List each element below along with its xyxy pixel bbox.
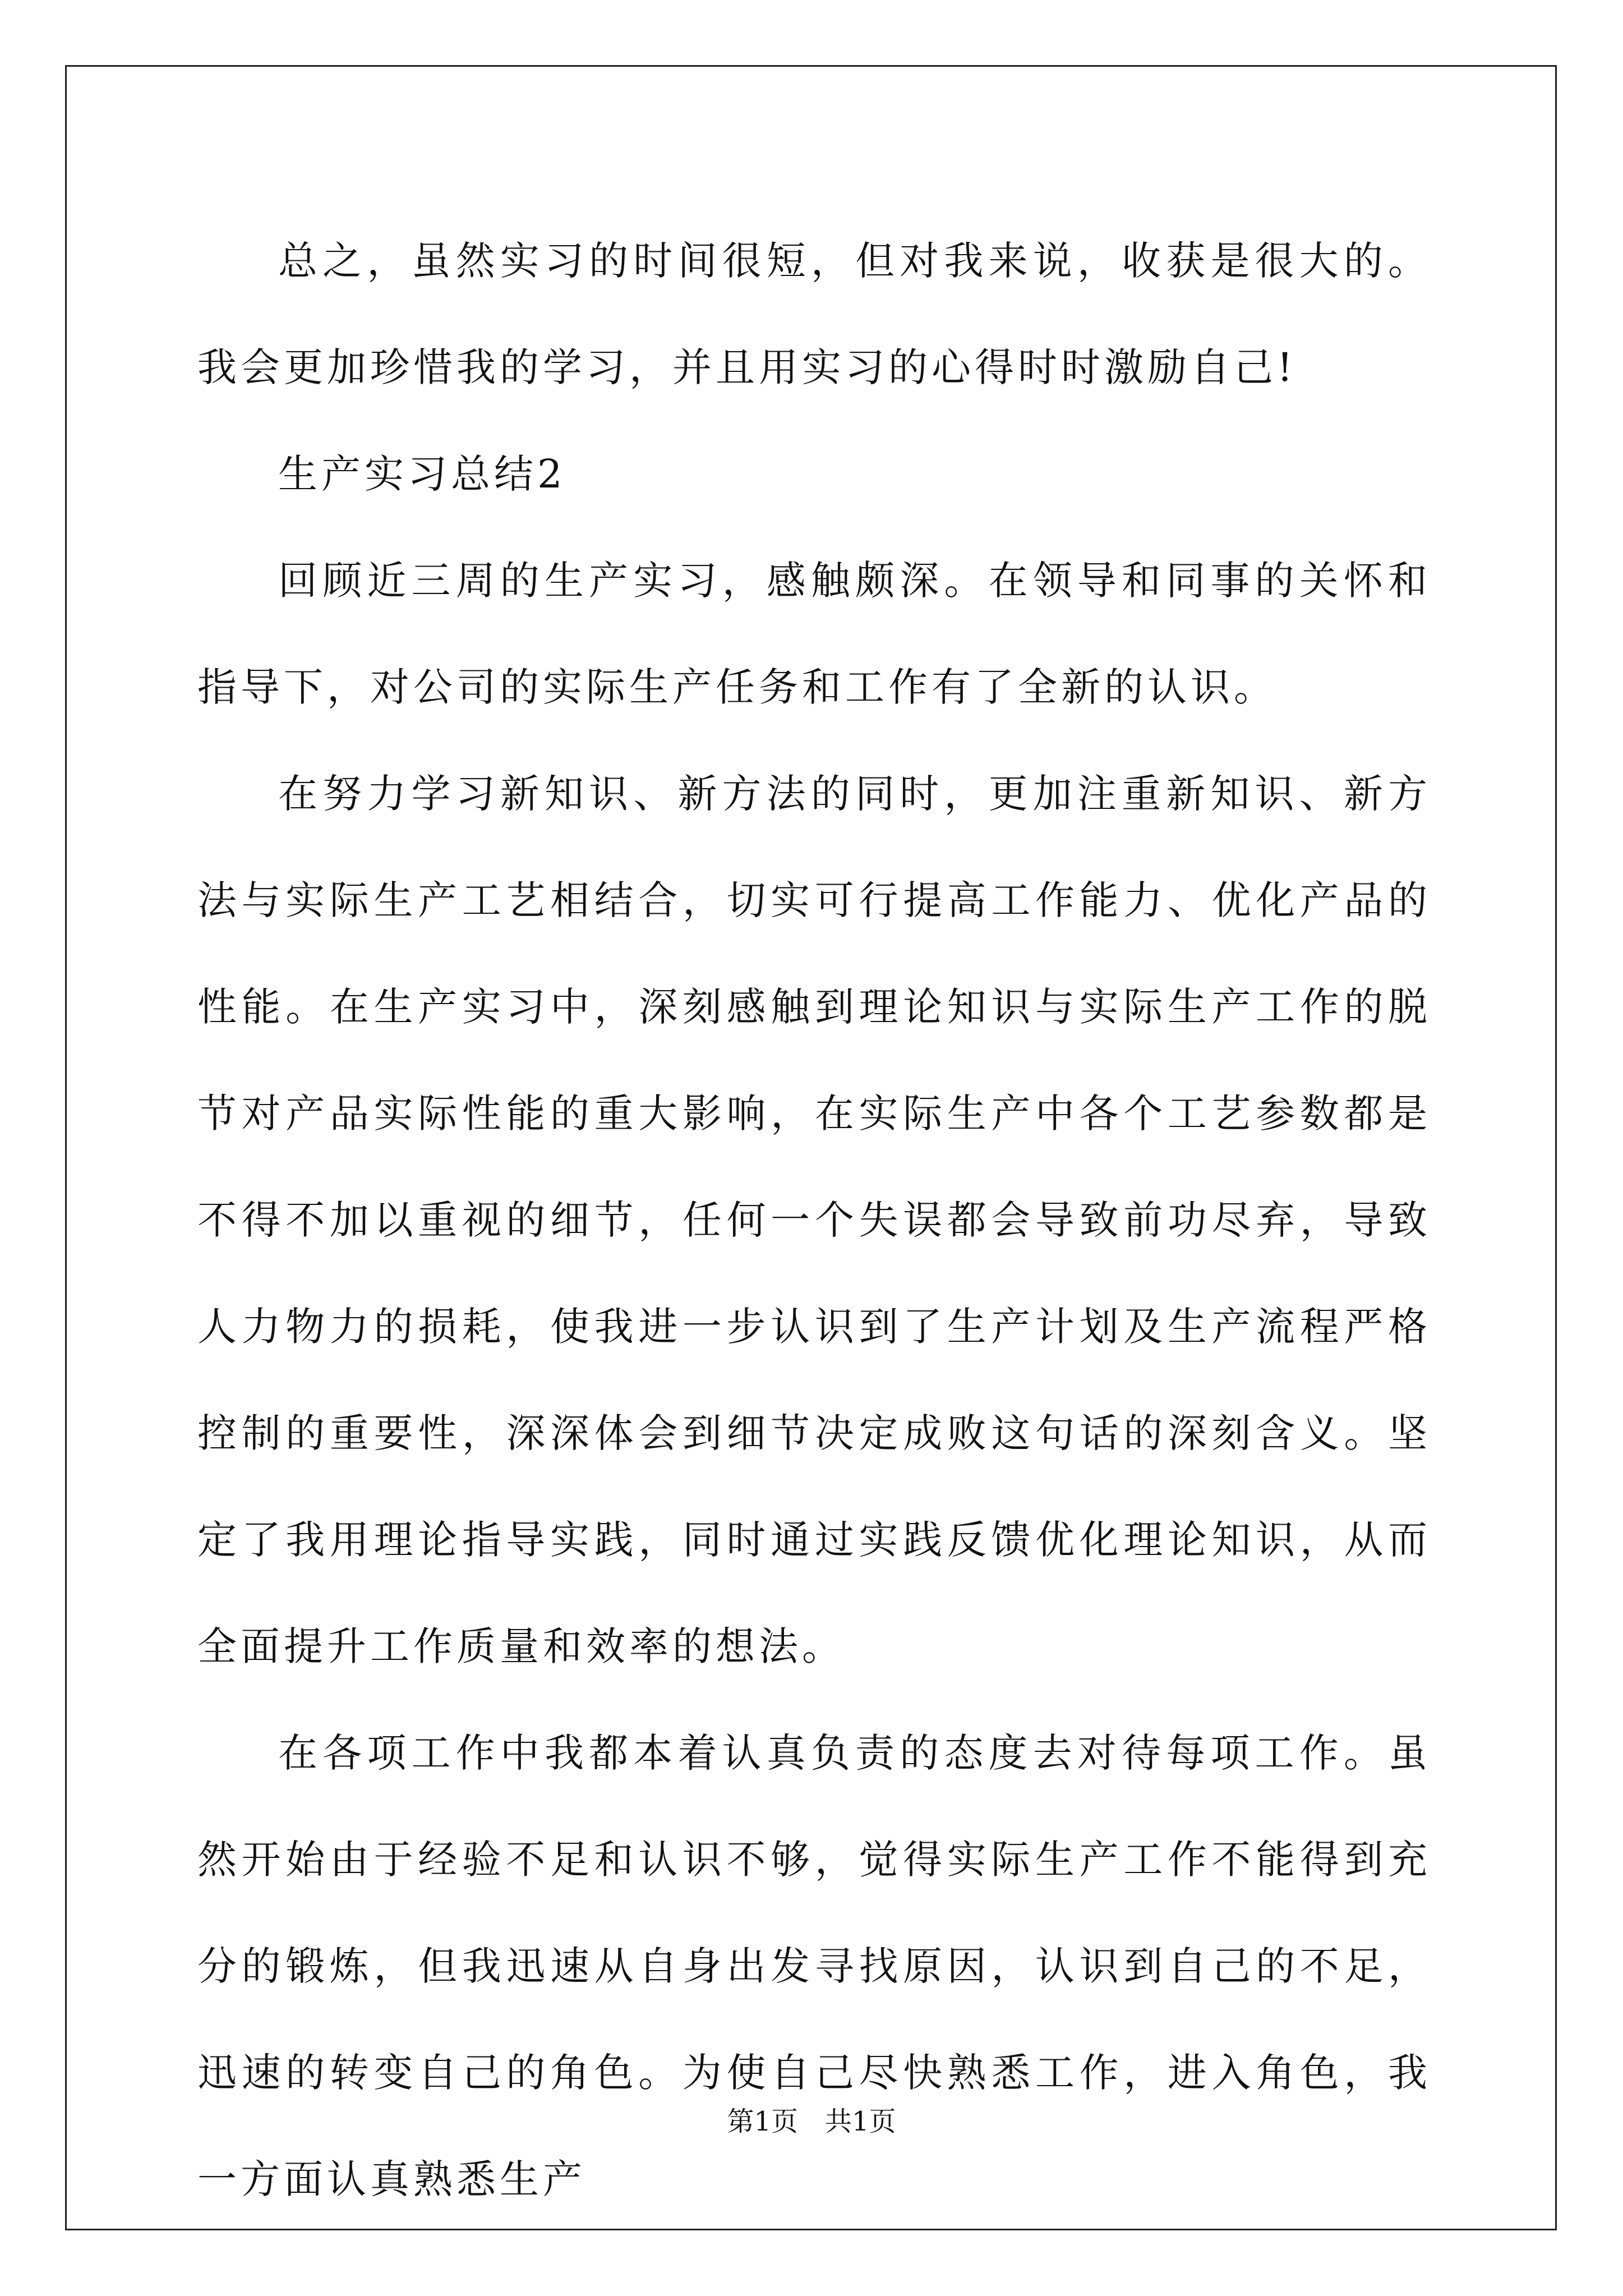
page-number: 第1页 bbox=[727, 2106, 798, 2137]
paragraph-work-attitude: 在各项工作中我都本着认真负责的态度去对待每项工作。虽然开始由于经验不足和认识不够，觉得实际生产工作不能得到充分的锻炼，但我迅速从自身出发寻找原因，认识到自己的不足，迅速的转变自己的角色。为使自己尽快熟悉工作，进入角色，我一方面认真熟悉生产 bbox=[197, 1730, 1431, 2202]
page-footer bbox=[0, 2105, 1623, 2138]
section-heading: 生产实习总结2 bbox=[278, 451, 566, 497]
paragraph-summary-conclusion: 总之，虽然实习的时间很短，但对我来说，收获是很大的。我会更加珍惜我的学习，并且用实习的心得时时激励自己! bbox=[197, 238, 1431, 390]
page-total: 共1页 bbox=[825, 2106, 896, 2137]
paragraph-review: 回顾近三周的生产实习，感触颇深。在领导和同事的关怀和指导下，对公司的实际生产任务和工作有了全新的认识。 bbox=[197, 558, 1431, 710]
document-body bbox=[197, 208, 1431, 2233]
paragraph-learning: 在努力学习新知识、新方法的同时，更加注重新知识、新方法与实际生产工艺相结合，切实可行提高工作能力、优化产品的性能。在生产实习中，深刻感触到理论知识与实际生产工作的脱节对产品实际性能的重大影响，在实际生产中各个工艺参数都是不得不加以重视的细节，任何一个失误都会导致前功尽弃，导致人力物力的损耗，使我进一步认识到了生产计划及生产流程严格控制的重要性，深深体会到细节决定成败这句话的深刻含义。坚定了我用理论指导实践，同时通过实践反馈优化理论知识，从而全面提升工作质量和效率的想法。 bbox=[197, 771, 1431, 1669]
